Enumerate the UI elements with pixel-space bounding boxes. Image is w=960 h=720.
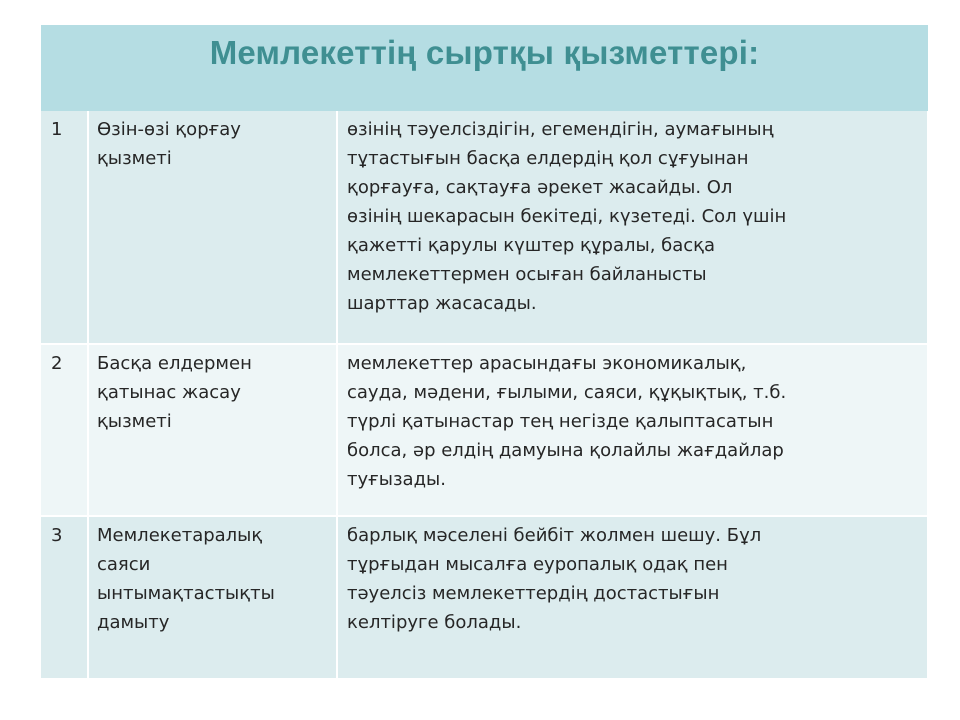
text-line: қызметі (97, 148, 172, 169)
text-line: келтіруге болады. (347, 612, 522, 633)
text-line: тұтастығын басқа елдердің қол сұғуынан (347, 148, 749, 169)
text-line: саяси (97, 554, 151, 575)
text-line: Мемлекетаралық (97, 525, 263, 546)
text-line: шарттар жасасады. (347, 293, 537, 314)
function-name (88, 516, 337, 679)
text-line: өзінің тәуелсіздігін, егемендігін, аумағының (347, 119, 774, 140)
text-line: ынтымақтастықты (97, 583, 275, 604)
text-line: барлық мәселені бейбіт жолмен шешу. Бұл (347, 525, 762, 546)
row-number: 3 (41, 516, 88, 679)
text-line: тәуелсіз мемлекеттердің достастығын (347, 583, 720, 604)
text-line: қорғауға, сақтауға әрекет жасайды. Ол (347, 177, 733, 198)
text-line: туғызады. (347, 469, 446, 490)
text-line: дамыту (97, 612, 170, 633)
text-line: болса, әр елдің дамуына қолайлы жағдайлар (347, 440, 784, 461)
text-line: Өзін-өзі қорғау (97, 119, 241, 140)
text-line: қатынас жасау (97, 382, 241, 403)
row-number: 1 (41, 111, 88, 344)
text-line: сауда, мәдени, ғылыми, саяси, құқықтық, т.б. (347, 382, 787, 403)
row-number: 2 (41, 344, 88, 516)
text-line: түрлі қатынастар тең негізде қалыптасатын (347, 411, 774, 432)
function-description (337, 344, 928, 516)
text-line: Басқа елдермен (97, 353, 252, 374)
text-line: қызметі (97, 411, 172, 432)
function-description (337, 516, 928, 679)
function-name (88, 111, 337, 344)
text-line: қажетті қарулы күштер құралы, басқа (347, 235, 716, 256)
function-description (337, 111, 928, 344)
text-line: мемлекеттер арасындағы экономикалық, (347, 353, 747, 374)
function-name (88, 344, 337, 516)
text-line: тұрғыдан мысалға еуропалық одақ пен (347, 554, 728, 575)
text-line: мемлекеттермен осыған байланысты (347, 264, 707, 285)
slide (41, 25, 928, 680)
functions-table (41, 111, 929, 680)
slide-title: Мемлекеттің сыртқы қызметтері: (209, 34, 760, 71)
table-row (41, 111, 928, 344)
table-row (41, 344, 928, 516)
table-row (41, 516, 928, 679)
title-bar (41, 25, 928, 111)
text-line: өзінің шекарасын бекітеді, күзетеді. Сол үшін (347, 206, 787, 227)
